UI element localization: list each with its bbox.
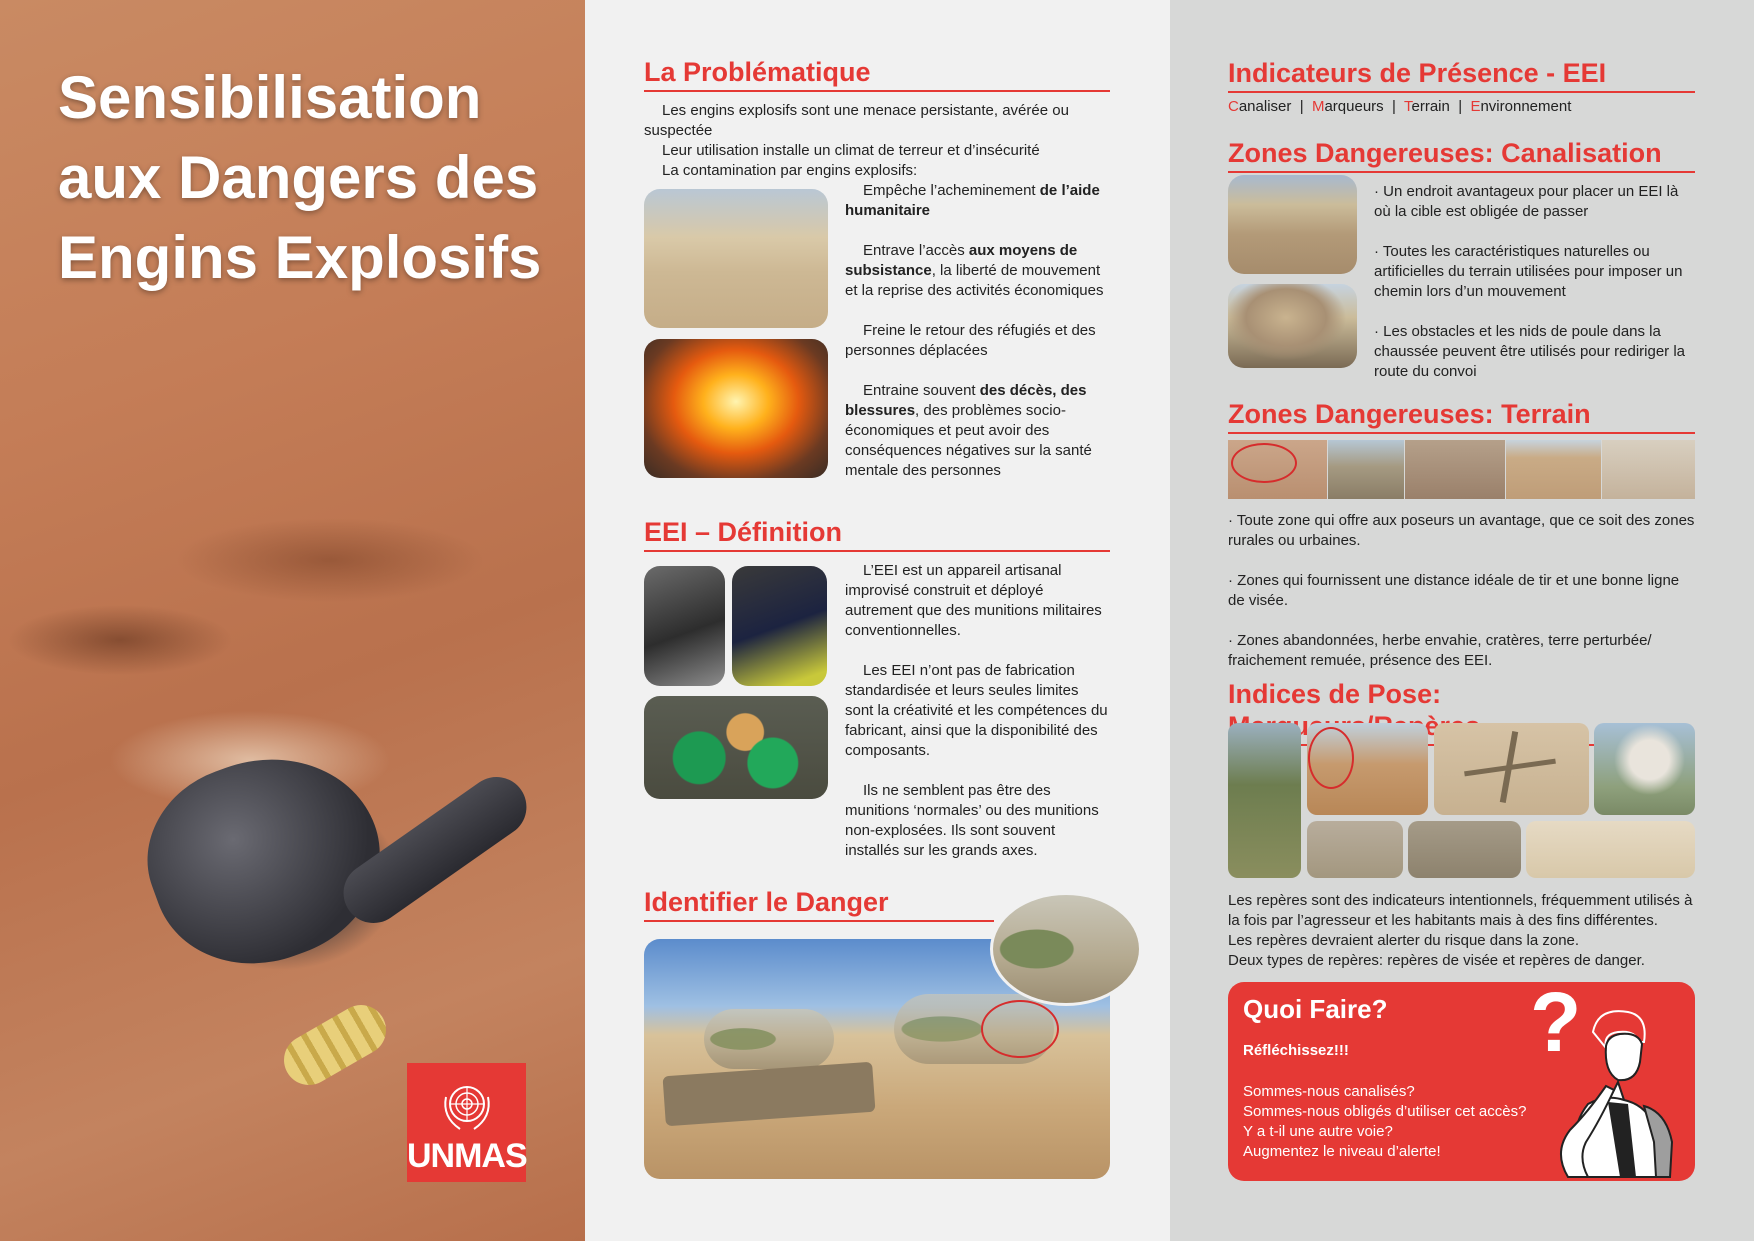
zoomed-vehicle-photo (990, 892, 1142, 1006)
explosion-photo (644, 339, 828, 478)
indices-text (1228, 891, 1698, 971)
marker-photo (1526, 821, 1695, 878)
indices-line: Deux types de repères: repères de visée et repères de danger. (1228, 952, 1645, 969)
eei-definition-text (845, 561, 1110, 861)
indicateurs-heading: Indicateurs de Présence - EEI (1228, 57, 1695, 93)
unmas-logo-text: UNMAS (407, 1137, 527, 1175)
problematique-intro (644, 101, 1110, 181)
quoi-faire-line: Sommes-nous obligés d’utiliser cet accès? (1243, 1103, 1527, 1120)
terrain-photo (1506, 440, 1601, 499)
problematique-item: Freine le retour des réfugiés et des personnes déplacées (845, 322, 1096, 359)
canalisation-bullet: · Toutes les caractéristiques naturelles ou artificielles du terrain utilisées pour imposer un chemin lors d’un mouvement (1374, 243, 1683, 300)
eei-paragraph: Ils ne semblent pas être des munitions ‘normales’ ou des munitions non-explosées. Ils sont souvent installés sur les grands axes. (845, 782, 1099, 859)
canalisation-bullet: · Un endroit avantageux pour placer un EEI là où la cible est obligée de passer (1374, 183, 1679, 220)
explosive-device-image (123, 727, 408, 994)
quoi-faire-subtitle: Réfléchissez!!! (1243, 1042, 1349, 1059)
marker-photo (1434, 723, 1589, 815)
terrain-photo (1328, 440, 1404, 499)
jerrycans-photo (644, 696, 828, 799)
canalisation-bullet: · Les obstacles et les nids de poule dans la chaussée peuvent être utilisés pour rediriger la route du convoi (1374, 323, 1686, 380)
indices-heading: Indices de Pose: (1228, 678, 1695, 746)
terrain-photo (1602, 440, 1695, 499)
quoi-faire-line: Y a t-il une autre voie? (1243, 1123, 1393, 1140)
highlight-circle (1308, 727, 1354, 789)
canalisation-heading: Zones Dangereuses: Canalisation (1228, 137, 1695, 173)
highlight-circle (1231, 443, 1297, 483)
terrain-text (1228, 511, 1695, 671)
intro-line: Les engins explosifs sont une menace persistante, avérée ou suspectée (644, 102, 1069, 139)
marker-photo (1307, 821, 1403, 878)
explosive-device-cap (275, 996, 395, 1094)
intro-line: La contamination par engins explosifs: (662, 162, 918, 179)
un-emblem-icon (438, 1077, 496, 1135)
cover-title-line: Sensibilisation (58, 64, 482, 131)
canalisation-road-photo (1228, 175, 1357, 274)
terrain-bullet: · Zones qui fournissent une distance idéale de tir et une bonne ligne de visée. (1228, 572, 1680, 609)
terrain-bullet: · Toute zone qui offre aux poseurs un avantage, que ce soit des zones rurales ou urbaines. (1228, 512, 1695, 549)
highlight-circle (981, 1000, 1059, 1058)
identifier-heading: Identifier le Danger (644, 886, 994, 922)
eei-paragraph: Les EEI n’ont pas de fabrication standardisée et leurs seules limites sont la créativité et les compétences du fabricant, ainsi que la disponibilité des composants. (845, 662, 1108, 759)
quoi-faire-box (1228, 975, 1695, 1181)
eei-paragraph: L’EEI est un appareil artisanal improvisé construit et déployé autrement que des munitions militaires conventionnelles. (845, 562, 1102, 639)
indices-line: Les repères sont des indicateurs intentionnels, fréquemment utilisés à la fois par l’agresseur et les habitants mais à des fins différentes. (1228, 892, 1693, 929)
unmas-logo (407, 1063, 526, 1182)
quoi-faire-line: Augmentez le niveau d’alerte! (1243, 1143, 1441, 1160)
terrain-heading: Zones Dangereuses: Terrain (1228, 398, 1695, 434)
marker-photo (1228, 723, 1301, 878)
ied-bottles-photo (644, 566, 725, 686)
cover-title-line: aux Dangers des (58, 144, 539, 211)
marker-photo (1594, 723, 1695, 815)
terrain-bullet: · Zones abandonnées, herbe envahie, cratères, terre perturbée/ fraichement remuée, présence des EEI. (1228, 632, 1652, 669)
canalisation-text (1374, 182, 1697, 382)
quoi-faire-questions (1243, 1082, 1526, 1162)
children-playing-photo (644, 189, 828, 328)
problematique-item: Entraine souvent des décès, des blessures, des problèmes socio-économiques et peut avoir des conséquences négatives sur la santé mentale des personnes (845, 382, 1092, 479)
eei-definition-heading: EEI – Définition (644, 516, 1110, 552)
quoi-faire-line: Sommes-nous canalisés? (1243, 1083, 1415, 1100)
question-mark-icon: ? (1530, 975, 1582, 1069)
terrain-photo (1405, 440, 1505, 499)
quoi-faire-title: Quoi Faire? (1243, 994, 1388, 1024)
problematique-items (845, 181, 1113, 481)
cover-title (58, 58, 558, 298)
cover-title-line: Engins Explosifs (58, 224, 542, 291)
marker-photo (1408, 821, 1521, 878)
thinking-person-icon (1548, 1002, 1688, 1182)
problematique-heading: La Problématique (644, 56, 1110, 92)
cover-panel (0, 0, 585, 1241)
ied-device-photo (732, 566, 827, 686)
intro-line: Leur utilisation installe un climat de terreur et d’insécurité (662, 142, 1040, 159)
problematique-item: Empêche l’acheminement de l’aide humanitaire (845, 182, 1100, 219)
indices-line: Les repères devraient alerter du risque dans la zone. (1228, 932, 1580, 949)
problematique-item: Entrave l’accès aux moyens de subsistance, la liberté de mouvement et la reprise des activités économiques (845, 242, 1104, 299)
cmte-acronym: Canaliser | Marqueurs | Terrain | Environnement (1228, 98, 1572, 115)
canalisation-blast-photo (1228, 284, 1357, 368)
